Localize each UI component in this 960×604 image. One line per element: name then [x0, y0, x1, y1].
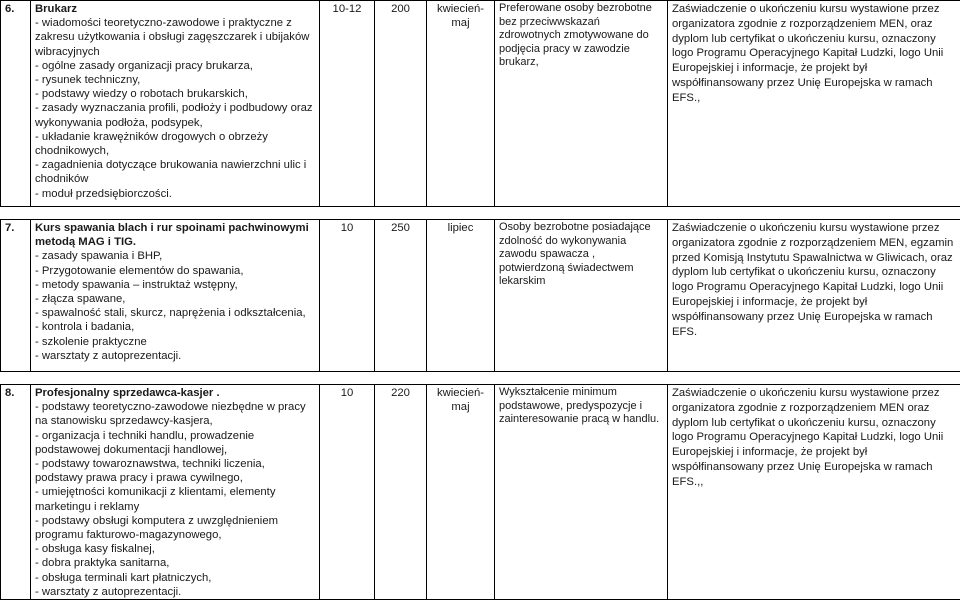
course-topic: - podstawy obsługi komputera z uwzględnieniem programu fakturowo-magazynowego, [35, 514, 279, 542]
course-title: Brukarz [35, 3, 78, 15]
course-hours: 10-12 [320, 1, 375, 207]
course-month: kwiecień-maj [427, 385, 495, 600]
row-separator [1, 207, 960, 220]
course-topic: - spawalność stali, skurcz, naprężenia i odkształcenia, [35, 307, 306, 320]
course-topic: - rysunek techniczny, [35, 74, 141, 87]
course-description [31, 1, 320, 207]
course-hours: 10 [320, 385, 375, 600]
course-topic: - podstawy towaroznawstwa, techniki liczenia, podstawy prawa pracy i prawa cywilnego, [35, 458, 265, 485]
course-topic: - obsługa terminali kart płatniczych, [35, 571, 212, 584]
course-topic: - wiadomości teoretyczno-zawodowe i praktyczne z zakresu użytkowania i obsługi zagęszczarek i ubijaków wibracyjnych [35, 17, 310, 58]
course-title: Kurs spawania blach i rur spoinami pachwinowymi metodą MAG i TIG. [35, 222, 309, 249]
course-number: 7. [1, 220, 31, 372]
course-topic: - dobra praktyka sanitarna, [35, 557, 170, 570]
course-certificate: Zaświadczenie o ukończeniu kursu wystawione przez organizatora zgodnie z rozporządzeniem MEN, oraz dyplom lub certyfikat o ukończeniu kursu, oznaczony logo Programu Operacyjnego Kapitał Ludzki, logo Unii Europejskiej i informacje, że projekt był współfinansowany przez Unię Europejska w ramach EFS., [668, 1, 960, 207]
course-topic: - kontrola i badania, [35, 321, 135, 334]
course-number: 8. [1, 385, 31, 600]
course-count: 220 [375, 385, 427, 600]
course-topic: - złącza spawane, [35, 293, 126, 306]
course-topic: - zasady wyznaczania profili, podłoży i podbudowy oraz wykonywania podłoża, podsypek, [35, 102, 313, 129]
course-topic: - szkolenie praktyczne [35, 335, 147, 348]
course-title: Profesjonalny sprzedawca-kasjer . [35, 387, 220, 399]
course-month: kwiecień-maj [427, 1, 495, 207]
course-topic: - organizacja i techniki handlu, prowadzenie podstawowej dokumentacji handlowej, [35, 429, 255, 456]
course-requirements: Preferowane osoby bezrobotne bez przeciwwskazań zdrowotnych zmotywowane do podjęcia pracy w zawodzie brukarz, [495, 1, 668, 207]
course-topic: - zagadnienia dotyczące brukowania nawierzchni ulic i chodników [35, 159, 307, 186]
course-description [31, 385, 320, 600]
course-topic: - zasady spawania i BHP, [35, 250, 163, 263]
course-topic: - warsztaty z autoprezentacji. [35, 349, 182, 362]
course-topic: - umiejętności komunikacji z klientami, elementy marketingu i reklamy [35, 486, 276, 513]
course-count: 250 [375, 220, 427, 372]
course-certificate: Zaświadczenie o ukończeniu kursu wystawione przez organizatora zgodnie z rozporządzeniem MEN oraz dyplom lub certyfikat o ukończeniu kursu, oznaczony logo Programu Operacyjnego Kapitał Ludzki, logo Unii Europejskiej i informacje, że projekt był współfinansowany przez Unię Europejska w ramach EFS.,, [668, 385, 960, 600]
course-topic: - metody spawania – instruktaż wstępny, [35, 278, 238, 291]
course-description [31, 220, 320, 372]
course-hours: 10 [320, 220, 375, 372]
course-topic: - Przygotowanie elementów do spawania, [35, 264, 244, 277]
course-topic: - podstawy teoretyczno-zawodowe niezbędne w pracy na stanowisku sprzedawcy-kasjera, [35, 401, 306, 428]
course-topic: - podstawy wiedzy o robotach brukarskich, [35, 88, 248, 101]
course-topic: - ogólne zasady organizacji pracy brukarza, [35, 59, 253, 72]
course-row-6 [1, 1, 960, 207]
course-count: 200 [375, 1, 427, 207]
course-row-8 [1, 385, 960, 600]
course-topic: - warsztaty z autoprezentacji. [35, 585, 182, 598]
course-requirements: Wykształcenie minimum podstawowe, predyspozycje i zainteresowanie pracą w handlu. [495, 385, 668, 600]
course-number: 6. [1, 1, 31, 207]
course-certificate: Zaświadczenie o ukończeniu kursu wystawione przez organizatora zgodnie z rozporządzeniem MEN, egzamin przed Komisją Instytutu Spawalnictwa w Gliwicach, oraz dyplom lub certyfikat o ukończeniu kursu, oznaczony logo Programu Operacyjnego Kapitał Ludzki, logo Unii Europejskiej i informacje, że projekt był współfinansowany przez Unię Europejska w ramach EFS. [668, 220, 960, 372]
course-row-7 [1, 220, 960, 372]
course-month: lipiec [427, 220, 495, 372]
course-topic: - układanie krawężników drogowych o obrzeży chodnikowych, [35, 130, 268, 158]
course-topic: - moduł przedsiębiorczości. [35, 187, 172, 200]
course-topic: - obsługa kasy fiskalnej, [35, 543, 155, 556]
row-separator [1, 372, 960, 385]
course-requirements: Osoby bezrobotne posiadające zdolność do wykonywania zawodu spawacza , potwierdzoną świadectwem lekarskim [495, 220, 668, 372]
